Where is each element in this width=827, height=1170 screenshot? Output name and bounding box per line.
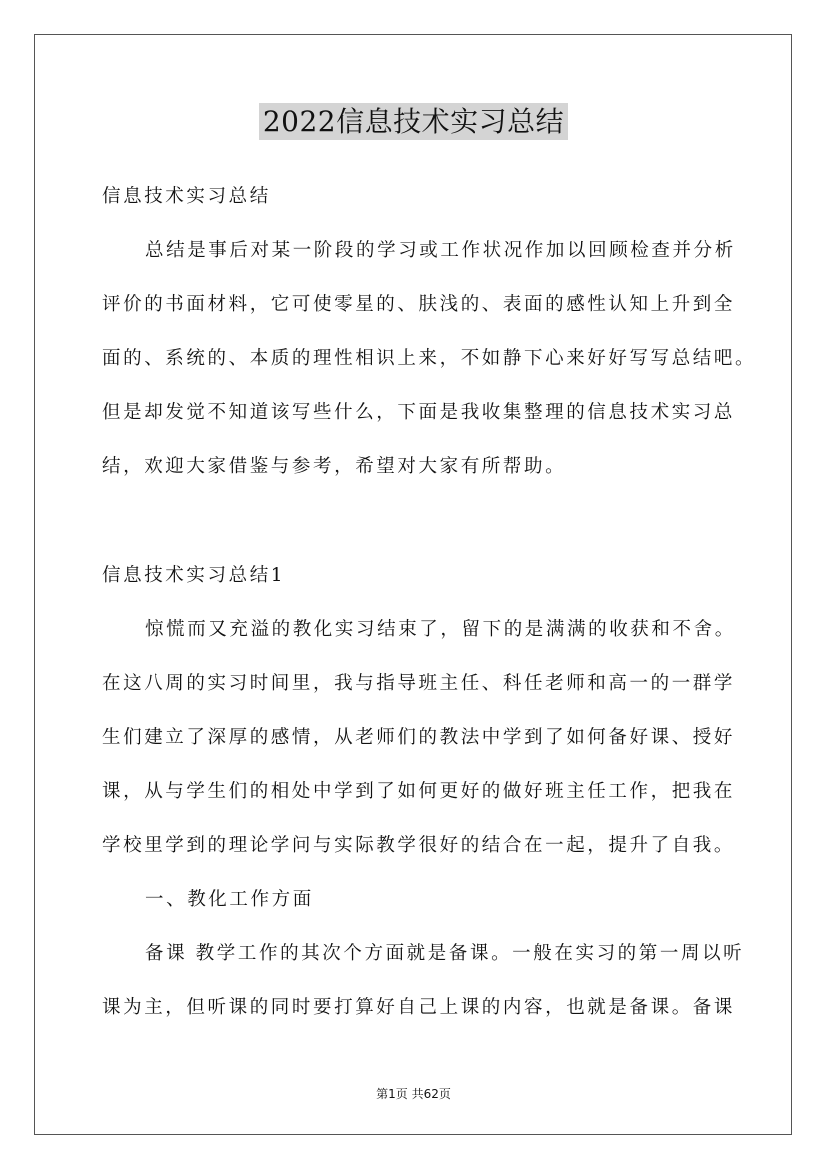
- subheading: 一、教化工作方面: [145, 889, 314, 910]
- section-line: 惊慌而又充溢的教化实习结束了，留下的是满满的收获和不舍。: [145, 619, 736, 640]
- section-line: 学校里学到的理论学问与实际教学很好的结合在一起，提升了自我。: [102, 835, 736, 856]
- document-subtitle: 信息技术实习总结: [102, 186, 271, 207]
- section-line: 生们建立了深厚的感情，从老师们的教法中学到了如何备好课、授好: [102, 727, 736, 748]
- intro-line: 但是却发觉不知道该写些什么，下面是我收集整理的信息技术实习总: [102, 402, 736, 423]
- intro-line: 结，欢迎大家借鉴与参考，希望对大家有所帮助。: [102, 456, 567, 477]
- prep-line: 课为主，但听课的同时要打算好自己上课的内容，也就是备课。备课: [102, 997, 736, 1018]
- section-line: 在这八周的实习时间里，我与指导班主任、科任老师和高一的一群学: [102, 673, 736, 694]
- intro-line: 评价的书面材料，它可使零星的、肤浅的、表面的感性认知上升到全: [102, 294, 736, 315]
- prep-line: 备课 教学工作的其次个方面就是备课。一般在实习的第一周以听: [145, 943, 745, 964]
- document-title: 2022信息技术实习总结: [0, 100, 827, 140]
- page-footer: 第1页 共62页: [376, 1087, 451, 1101]
- section-heading: 信息技术实习总结1: [102, 565, 286, 586]
- intro-line: 总结是事后对某一阶段的学习或工作状况作加以回顾检查并分析: [145, 240, 736, 261]
- section-line: 课，从与学生们的相处中学到了如何更好的做好班主任工作，把我在: [102, 781, 736, 802]
- intro-line: 面的、系统的、本质的理性相识上来，不如静下心来好好写写总结吧。: [102, 348, 757, 369]
